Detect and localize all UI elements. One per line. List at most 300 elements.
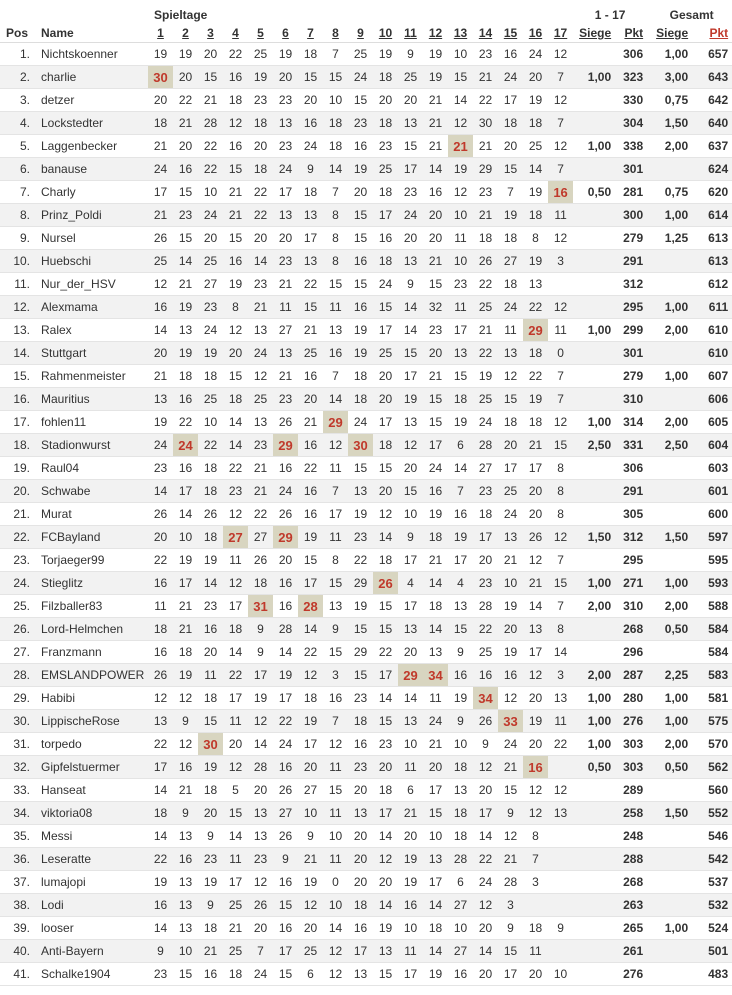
row-day-score: 12	[223, 756, 248, 779]
row-siege	[573, 917, 615, 940]
row-day-score: 8	[323, 227, 348, 250]
row-day-score: 9	[548, 917, 573, 940]
row-day-score: 0	[548, 342, 573, 365]
row-player-name[interactable]: Stuttgart	[35, 342, 148, 365]
row-player-name[interactable]: Prinz_Poldi	[35, 204, 148, 227]
row-day-score: 15	[348, 618, 373, 641]
row-day-score: 22	[173, 411, 198, 434]
row-day-score: 20	[198, 43, 223, 66]
row-day-score: 13	[548, 802, 573, 825]
day-header-13[interactable]: 13	[448, 24, 473, 43]
row-gesamt-siege: 0,50	[647, 618, 692, 641]
row-player-name[interactable]: detzer	[35, 89, 148, 112]
row-day-score: 20	[273, 549, 298, 572]
row-day-score: 23	[448, 273, 473, 296]
row-day-score: 3	[548, 250, 573, 273]
row-day-score: 21	[223, 181, 248, 204]
table-row	[0, 848, 732, 871]
row-day-score: 21	[223, 917, 248, 940]
row-day-score: 24	[473, 871, 498, 894]
row-day-score: 12	[223, 112, 248, 135]
row-day-score: 12	[498, 687, 523, 710]
row-day-score: 14	[523, 595, 548, 618]
row-day-score: 29	[523, 319, 548, 342]
day-header-1[interactable]: 1	[148, 24, 173, 43]
row-day-score: 17	[423, 871, 448, 894]
table-row	[0, 917, 732, 940]
row-day-score: 23	[273, 250, 298, 273]
pkt-header[interactable]: Pkt	[615, 24, 647, 43]
row-day-score: 27	[248, 526, 273, 549]
row-player-name[interactable]: lumajopi	[35, 871, 148, 894]
row-player-name[interactable]: Stadionwurst	[35, 434, 148, 457]
row-pkt: 331	[615, 434, 647, 457]
row-gesamt-siege: 1,50	[647, 112, 692, 135]
row-day-score: 13	[298, 250, 323, 273]
row-pkt: 296	[615, 641, 647, 664]
row-day-score: 21	[198, 89, 223, 112]
row-gesamt-pkt: 601	[692, 480, 732, 503]
row-day-score: 20	[473, 917, 498, 940]
row-day-score: 9	[148, 940, 173, 963]
row-day-score: 34	[473, 687, 498, 710]
row-player-name[interactable]: Gipfelstuermer	[35, 756, 148, 779]
row-day-score: 12	[248, 710, 273, 733]
day-header-6[interactable]: 6	[273, 24, 298, 43]
row-siege: 2,50	[573, 434, 615, 457]
row-day-score: 21	[298, 319, 323, 342]
row-day-score: 17	[448, 319, 473, 342]
row-player-name[interactable]: Schalke1904	[35, 963, 148, 986]
row-day-score: 17	[348, 940, 373, 963]
row-day-score: 24	[298, 135, 323, 158]
row-pkt: 299	[615, 319, 647, 342]
row-position: 41.	[0, 963, 35, 986]
row-player-name[interactable]: banause	[35, 158, 148, 181]
row-day-score: 28	[273, 618, 298, 641]
row-gesamt-siege	[647, 549, 692, 572]
row-pkt: 301	[615, 158, 647, 181]
row-day-score: 15	[498, 158, 523, 181]
row-gesamt-pkt: 642	[692, 89, 732, 112]
row-day-score: 17	[398, 365, 423, 388]
row-day-score: 11	[548, 710, 573, 733]
row-pkt: 306	[615, 43, 647, 66]
pos-header: Pos	[0, 24, 35, 43]
row-player-name[interactable]: EMSLANDPOWER	[35, 664, 148, 687]
row-day-score: 18	[248, 572, 273, 595]
row-gesamt-siege	[647, 871, 692, 894]
row-gesamt-siege: 1,00	[647, 204, 692, 227]
row-player-name[interactable]: Habibi	[35, 687, 148, 710]
gesamt-siege-header[interactable]: Siege	[647, 24, 692, 43]
gesamt-pkt-header[interactable]: Pkt	[692, 24, 732, 43]
day-header-4[interactable]: 4	[223, 24, 248, 43]
row-day-score: 23	[473, 480, 498, 503]
day-header-17[interactable]: 17	[548, 24, 573, 43]
row-day-score: 18	[198, 917, 223, 940]
row-day-score: 18	[448, 825, 473, 848]
row-day-score: 16	[373, 227, 398, 250]
row-day-score: 11	[323, 756, 348, 779]
row-player-name[interactable]: Alexmama	[35, 296, 148, 319]
row-gesamt-siege: 1,25	[647, 227, 692, 250]
row-player-name[interactable]: Nursel	[35, 227, 148, 250]
row-player-name[interactable]: Ralex	[35, 319, 148, 342]
row-day-score: 23	[348, 687, 373, 710]
row-siege: 1,00	[573, 135, 615, 158]
row-pkt: 279	[615, 227, 647, 250]
row-day-score: 20	[148, 526, 173, 549]
row-day-score: 20	[298, 917, 323, 940]
row-day-score: 14	[423, 940, 448, 963]
row-day-score: 16	[223, 135, 248, 158]
row-day-score: 15	[373, 457, 398, 480]
row-day-score: 15	[423, 273, 448, 296]
row-position: 13.	[0, 319, 35, 342]
day-header-11[interactable]: 11	[398, 24, 423, 43]
row-day-score: 17	[298, 227, 323, 250]
row-day-score: 18	[223, 618, 248, 641]
row-day-score: 12	[548, 135, 573, 158]
row-day-score: 20	[373, 871, 398, 894]
row-day-score: 18	[248, 112, 273, 135]
row-day-score: 23	[273, 89, 298, 112]
row-day-score: 16	[198, 618, 223, 641]
day-header-8[interactable]: 8	[323, 24, 348, 43]
row-day-score: 22	[198, 434, 223, 457]
row-day-score: 15	[348, 273, 373, 296]
row-position: 32.	[0, 756, 35, 779]
table-row	[0, 733, 732, 756]
row-day-score: 19	[498, 204, 523, 227]
row-player-name[interactable]: Huebschi	[35, 250, 148, 273]
row-day-score: 16	[273, 756, 298, 779]
row-day-score: 16	[473, 664, 498, 687]
row-day-score: 16	[348, 135, 373, 158]
day-header-15[interactable]: 15	[498, 24, 523, 43]
row-day-score: 8	[548, 618, 573, 641]
row-player-name[interactable]: Charly	[35, 181, 148, 204]
row-day-score: 18	[498, 112, 523, 135]
row-day-score: 8	[523, 825, 548, 848]
row-player-name[interactable]: Torjaeger99	[35, 549, 148, 572]
row-day-score: 17	[448, 549, 473, 572]
row-day-score: 22	[523, 365, 548, 388]
row-day-score: 18	[498, 227, 523, 250]
row-gesamt-siege: 1,00	[647, 710, 692, 733]
row-day-score: 25	[373, 158, 398, 181]
row-player-name[interactable]: charlie	[35, 66, 148, 89]
row-day-score: 20	[248, 227, 273, 250]
row-day-score: 17	[523, 457, 548, 480]
row-player-name[interactable]: FCBayland	[35, 526, 148, 549]
row-day-score: 11	[548, 319, 573, 342]
row-day-score: 14	[373, 526, 398, 549]
row-day-score: 8	[323, 204, 348, 227]
row-day-score: 25	[223, 894, 248, 917]
row-day-score: 15	[323, 273, 348, 296]
row-day-score: 24	[348, 411, 373, 434]
row-gesamt-siege	[647, 894, 692, 917]
row-day-score: 20	[198, 802, 223, 825]
row-day-score: 18	[523, 112, 548, 135]
table-row	[0, 687, 732, 710]
row-day-score: 14	[373, 825, 398, 848]
row-day-score: 14	[423, 894, 448, 917]
row-player-name[interactable]: Messi	[35, 825, 148, 848]
row-gesamt-siege: 0,75	[647, 181, 692, 204]
row-day-score: 16	[323, 687, 348, 710]
row-day-score: 20	[298, 89, 323, 112]
row-day-score: 26	[373, 572, 398, 595]
row-position: 18.	[0, 434, 35, 457]
day-header-16[interactable]: 16	[523, 24, 548, 43]
row-day-score: 13	[348, 480, 373, 503]
row-day-score: 21	[423, 250, 448, 273]
row-day-score: 7	[323, 710, 348, 733]
row-day-score: 30	[348, 434, 373, 457]
row-day-score: 14	[248, 733, 273, 756]
row-gesamt-siege: 2,50	[647, 434, 692, 457]
row-day-score: 23	[198, 595, 223, 618]
row-day-score: 18	[523, 342, 548, 365]
row-day-score: 24	[423, 457, 448, 480]
row-player-name[interactable]: Rahmenmeister	[35, 365, 148, 388]
row-day-score: 15	[448, 66, 473, 89]
row-day-score: 27	[273, 802, 298, 825]
row-day-score: 26	[273, 411, 298, 434]
row-pkt: 303	[615, 756, 647, 779]
row-day-score: 23	[248, 848, 273, 871]
row-day-score: 24	[198, 204, 223, 227]
row-day-score: 12	[523, 664, 548, 687]
row-day-score: 11	[223, 549, 248, 572]
row-day-score: 17	[298, 572, 323, 595]
row-day-score: 15	[348, 204, 373, 227]
row-player-name[interactable]: Lord-Helmchen	[35, 618, 148, 641]
siege-header[interactable]: Siege	[573, 24, 615, 43]
row-pkt: 268	[615, 618, 647, 641]
row-day-score: 18	[198, 480, 223, 503]
day-header-10[interactable]: 10	[373, 24, 398, 43]
row-day-score: 18	[423, 917, 448, 940]
row-day-score: 15	[398, 480, 423, 503]
table-row	[0, 618, 732, 641]
row-day-score: 11	[148, 595, 173, 618]
row-siege	[573, 342, 615, 365]
row-gesamt-pkt: 637	[692, 135, 732, 158]
row-day-score: 17	[498, 89, 523, 112]
row-day-score: 10	[173, 940, 198, 963]
row-day-score: 19	[198, 549, 223, 572]
row-day-score: 21	[223, 204, 248, 227]
row-day-score: 12	[498, 825, 523, 848]
row-player-name[interactable]: fohlen11	[35, 411, 148, 434]
row-day-score: 13	[248, 319, 273, 342]
row-day-score: 20	[248, 135, 273, 158]
table-row	[0, 894, 732, 917]
row-player-name[interactable]: Franzmann	[35, 641, 148, 664]
row-day-score: 15	[323, 641, 348, 664]
day-header-14[interactable]: 14	[473, 24, 498, 43]
row-day-score: 19	[273, 664, 298, 687]
row-day-score: 18	[298, 687, 323, 710]
row-day-score: 18	[423, 526, 448, 549]
row-day-score: 18	[448, 802, 473, 825]
day-header-5[interactable]: 5	[248, 24, 273, 43]
row-day-score: 14	[398, 296, 423, 319]
row-day-score: 33	[498, 710, 523, 733]
row-day-score: 28	[448, 848, 473, 871]
row-day-score: 25	[373, 342, 398, 365]
row-player-name[interactable]: Nur_der_HSV	[35, 273, 148, 296]
row-player-name[interactable]: Nichtskoenner	[35, 43, 148, 66]
row-position: 16.	[0, 388, 35, 411]
row-day-score: 17	[223, 687, 248, 710]
day-header-7[interactable]: 7	[298, 24, 323, 43]
row-day-score: 18	[173, 365, 198, 388]
row-pkt: 300	[615, 204, 647, 227]
row-day-score: 9	[473, 733, 498, 756]
row-day-score: 13	[273, 112, 298, 135]
row-day-score: 16	[523, 756, 548, 779]
row-gesamt-pkt: 624	[692, 158, 732, 181]
row-day-score: 11	[323, 296, 348, 319]
row-gesamt-pkt: 605	[692, 411, 732, 434]
row-day-score: 24	[348, 66, 373, 89]
row-day-score: 14	[373, 687, 398, 710]
table-row	[0, 664, 732, 687]
row-siege	[573, 204, 615, 227]
row-siege: 2,00	[573, 664, 615, 687]
day-header-9[interactable]: 9	[348, 24, 373, 43]
row-day-score: 26	[198, 503, 223, 526]
row-player-name[interactable]: Leseratte	[35, 848, 148, 871]
row-position: 9.	[0, 227, 35, 250]
table-row	[0, 365, 732, 388]
row-gesamt-pkt: 542	[692, 848, 732, 871]
day-header-12[interactable]: 12	[423, 24, 448, 43]
row-player-name[interactable]: Anti-Bayern	[35, 940, 148, 963]
row-position: 10.	[0, 250, 35, 273]
row-day-score: 16	[423, 181, 448, 204]
row-day-score: 16	[173, 848, 198, 871]
row-day-score: 21	[498, 549, 523, 572]
row-day-score: 15	[373, 618, 398, 641]
row-day-score: 29	[348, 641, 373, 664]
row-day-score: 23	[348, 112, 373, 135]
row-day-score: 16	[448, 963, 473, 986]
row-day-score: 19	[398, 848, 423, 871]
row-player-name[interactable]: Hanseat	[35, 779, 148, 802]
row-player-name[interactable]: Mauritius	[35, 388, 148, 411]
table-row	[0, 89, 732, 112]
row-siege: 1,00	[573, 710, 615, 733]
row-day-score: 20	[523, 66, 548, 89]
row-day-score: 9	[298, 158, 323, 181]
row-day-score: 23	[398, 181, 423, 204]
row-player-name[interactable]: Raul04	[35, 457, 148, 480]
row-day-score	[548, 894, 573, 917]
row-day-score: 20	[523, 733, 548, 756]
row-day-score: 21	[423, 733, 448, 756]
row-day-score: 15	[348, 227, 373, 250]
row-day-score: 14	[298, 618, 323, 641]
row-day-score: 12	[548, 411, 573, 434]
row-player-name[interactable]: Lockstedter	[35, 112, 148, 135]
row-day-score: 27	[298, 779, 323, 802]
row-player-name[interactable]: Lodi	[35, 894, 148, 917]
row-day-score: 14	[148, 825, 173, 848]
table-row	[0, 503, 732, 526]
row-day-score: 15	[348, 89, 373, 112]
row-day-score: 8	[223, 296, 248, 319]
row-player-name[interactable]: Filzballer83	[35, 595, 148, 618]
row-day-score: 13	[423, 848, 448, 871]
row-day-score: 12	[548, 526, 573, 549]
row-day-score: 19	[298, 871, 323, 894]
row-player-name[interactable]: LippischeRose	[35, 710, 148, 733]
row-day-score: 19	[248, 66, 273, 89]
row-pkt: 276	[615, 963, 647, 986]
row-siege	[573, 273, 615, 296]
row-day-score: 9	[398, 526, 423, 549]
row-day-score: 12	[298, 664, 323, 687]
row-day-score: 19	[523, 710, 548, 733]
row-day-score: 16	[173, 388, 198, 411]
row-siege	[573, 549, 615, 572]
spieltage-caption: Spieltage	[154, 8, 208, 22]
row-player-name[interactable]: torpedo	[35, 733, 148, 756]
row-pkt: 268	[615, 871, 647, 894]
row-siege	[573, 802, 615, 825]
row-day-score: 17	[398, 595, 423, 618]
row-day-score: 28	[473, 595, 498, 618]
row-day-score: 22	[248, 204, 273, 227]
row-player-name[interactable]: Laggenbecker	[35, 135, 148, 158]
row-day-score: 17	[298, 733, 323, 756]
row-pkt: 295	[615, 549, 647, 572]
row-day-score: 16	[348, 296, 373, 319]
row-day-score: 14	[223, 825, 248, 848]
row-day-score: 16	[298, 434, 323, 457]
table-row	[0, 388, 732, 411]
row-siege	[573, 894, 615, 917]
row-player-name[interactable]: looser	[35, 917, 148, 940]
day-header-3[interactable]: 3	[198, 24, 223, 43]
row-day-score: 18	[448, 756, 473, 779]
row-day-score: 21	[173, 618, 198, 641]
row-gesamt-pkt: 588	[692, 595, 732, 618]
row-player-name[interactable]: viktoria08	[35, 802, 148, 825]
row-day-score: 8	[323, 250, 348, 273]
row-day-score: 20	[248, 779, 273, 802]
row-day-score: 17	[523, 641, 548, 664]
row-day-score: 24	[373, 273, 398, 296]
row-player-name[interactable]: Stieglitz	[35, 572, 148, 595]
row-siege: 1,00	[573, 733, 615, 756]
day-header-2[interactable]: 2	[173, 24, 198, 43]
row-day-score: 20	[398, 89, 423, 112]
row-day-score: 24	[273, 480, 298, 503]
row-day-score: 13	[448, 342, 473, 365]
row-day-score: 22	[223, 457, 248, 480]
row-player-name[interactable]: Schwabe	[35, 480, 148, 503]
row-player-name[interactable]: Murat	[35, 503, 148, 526]
row-pkt: 291	[615, 250, 647, 273]
row-day-score: 15	[548, 572, 573, 595]
